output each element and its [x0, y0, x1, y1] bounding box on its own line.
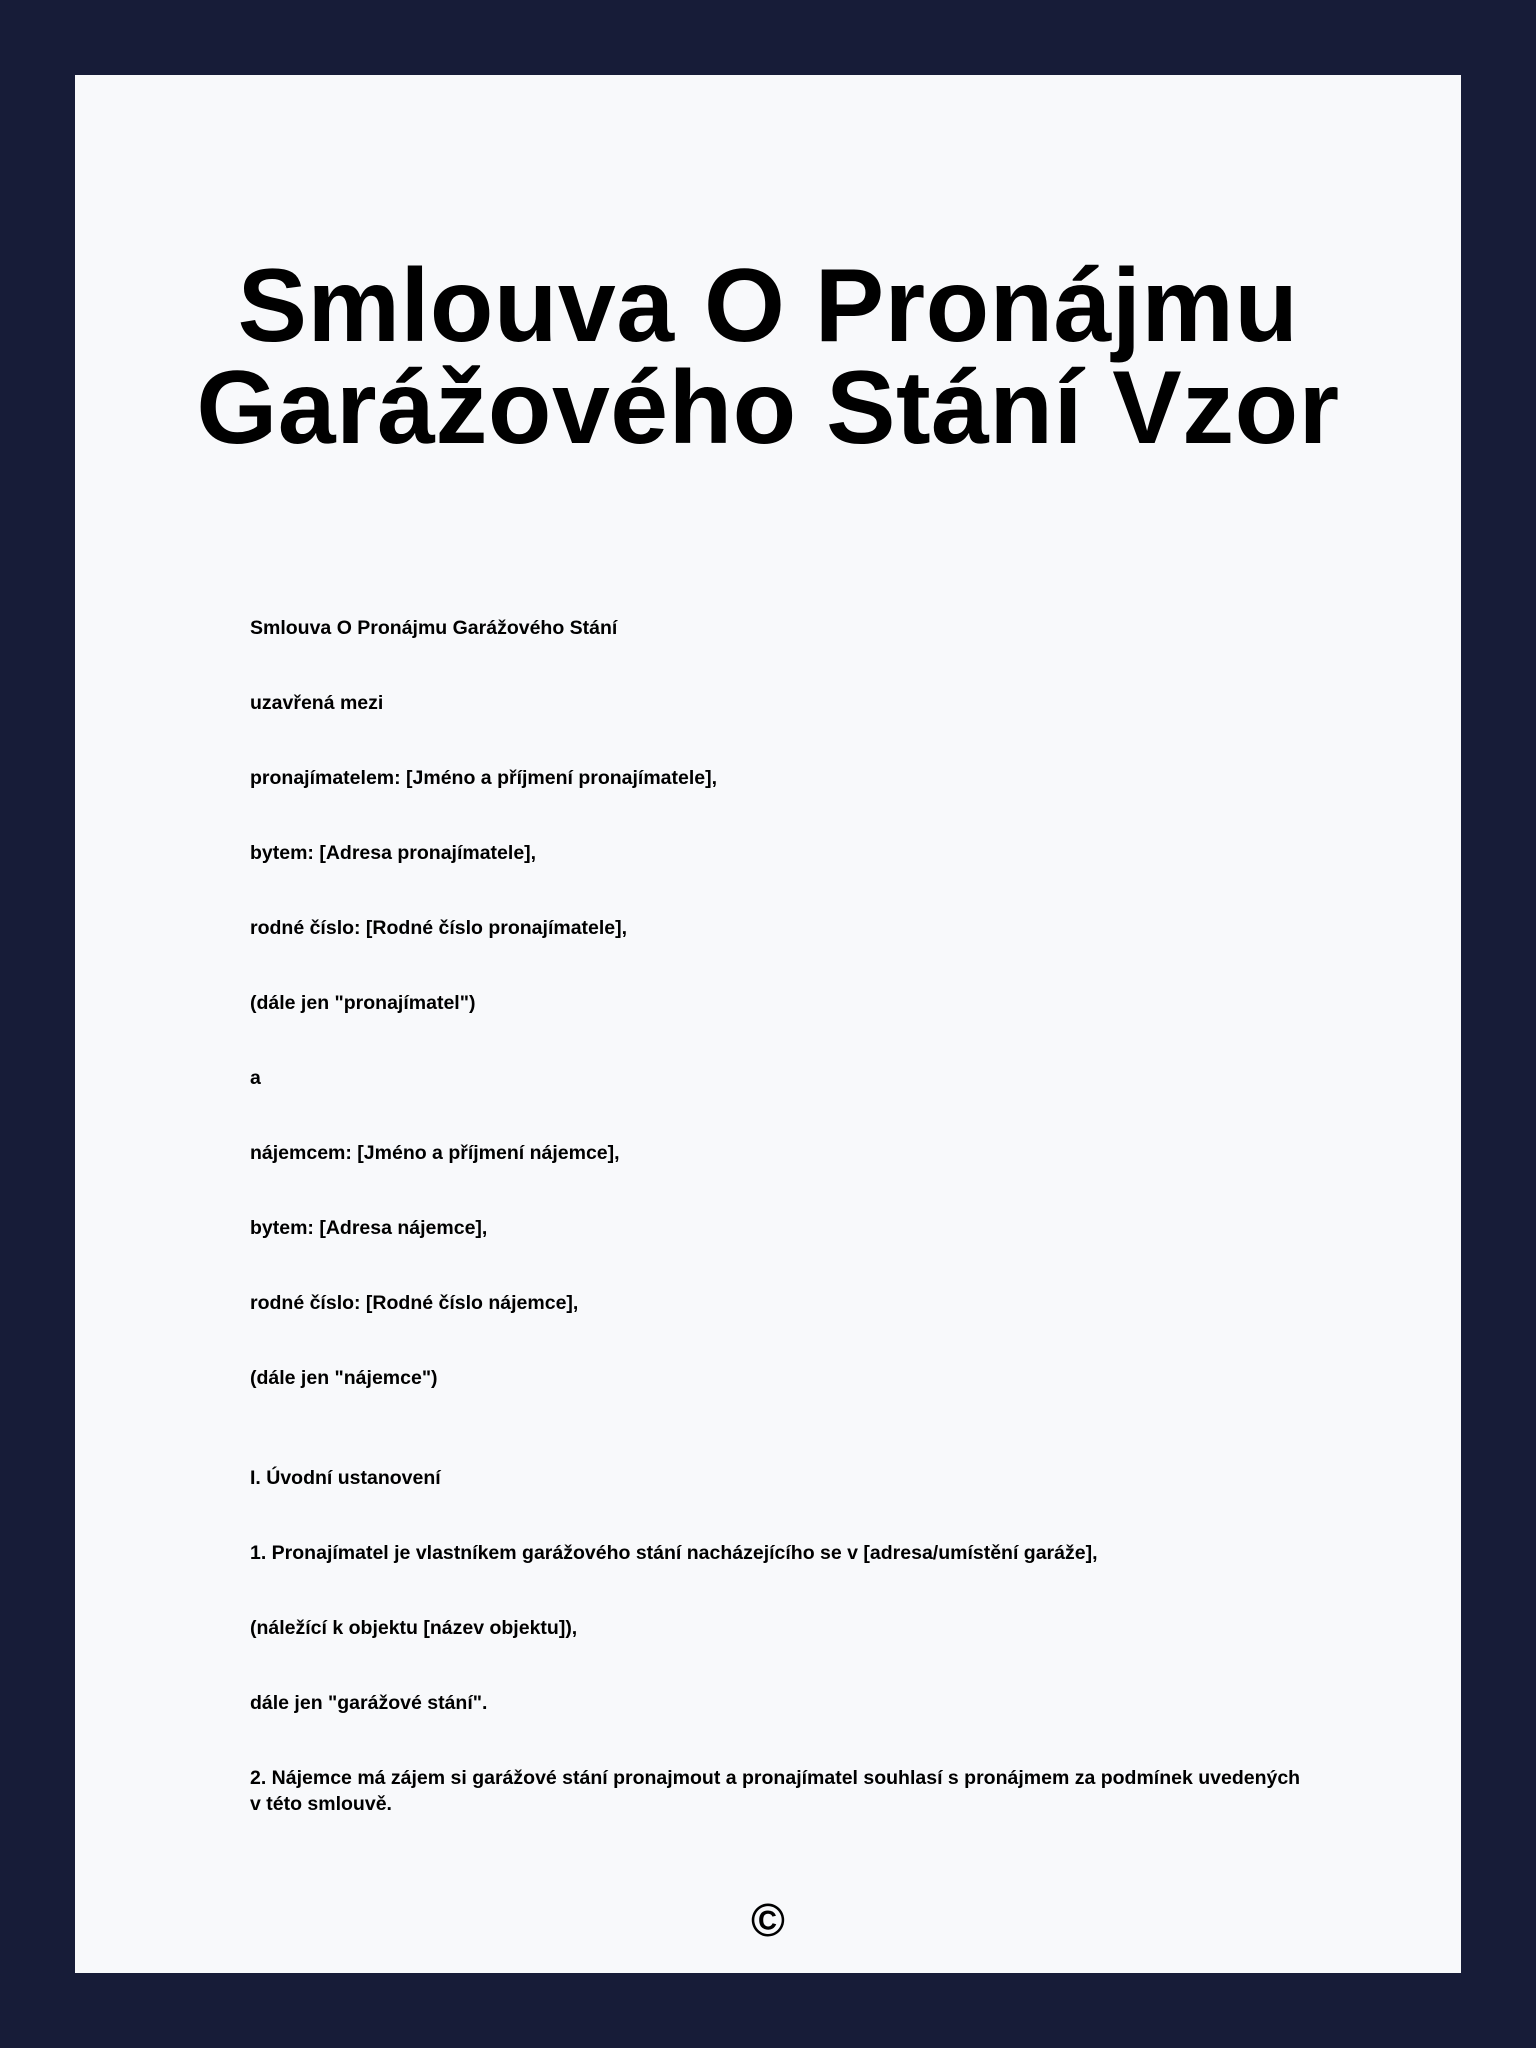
paragraph-clause-1: 1. Pronajímatel je vlastníkem garážového stání nacházejícího se v [adresa/umístění garáže],: [250, 1542, 1098, 1564]
paragraph-tenant-alias: (dále jen "nájemce"): [250, 1367, 438, 1389]
paragraph-clause-1-object: (náležící k objektu [název objektu]),: [250, 1617, 578, 1639]
paragraph-clause-1-alias: dále jen "garážové stání".: [250, 1692, 488, 1714]
paragraph-landlord-id: rodné číslo: [Rodné číslo pronajímatele],: [250, 917, 628, 939]
paragraph-clause-2: 2. Nájemce má zájem si garážové stání pronajmout a pronajímatel souhlasí s pronájmem za podmínek uvedených v této smlouvě.: [250, 1767, 1301, 1815]
paragraph-tenant-id: rodné číslo: [Rodné číslo nájemce],: [250, 1292, 579, 1314]
copyright-icon: ©: [751, 1894, 785, 1946]
document-title: [75, 248, 1461, 466]
contract-heading: Smlouva O Pronájmu Garážového Stání: [250, 617, 618, 639]
paragraph-tenant-name: nájemcem: [Jméno a příjmení nájemce],: [250, 1142, 620, 1164]
title-line-1: Smlouva O Pronájmu: [237, 248, 1299, 364]
document-page: [75, 75, 1461, 1973]
paragraph-landlord-alias: (dále jen "pronajímatel"): [250, 992, 476, 1014]
section-heading-introduction: I. Úvodní ustanovení: [250, 1467, 441, 1489]
title-line-2: Garážového Stání Vzor: [196, 350, 1340, 466]
paragraph-landlord-address: bytem: [Adresa pronajímatele],: [250, 842, 537, 864]
paragraph-landlord-name: pronajímatelem: [Jméno a příjmení pronajímatele],: [250, 767, 718, 789]
paragraph-tenant-address: bytem: [Adresa nájemce],: [250, 1217, 488, 1239]
paragraph-and: a: [250, 1067, 261, 1089]
paragraph-concluded-between: uzavřená mezi: [250, 692, 384, 714]
